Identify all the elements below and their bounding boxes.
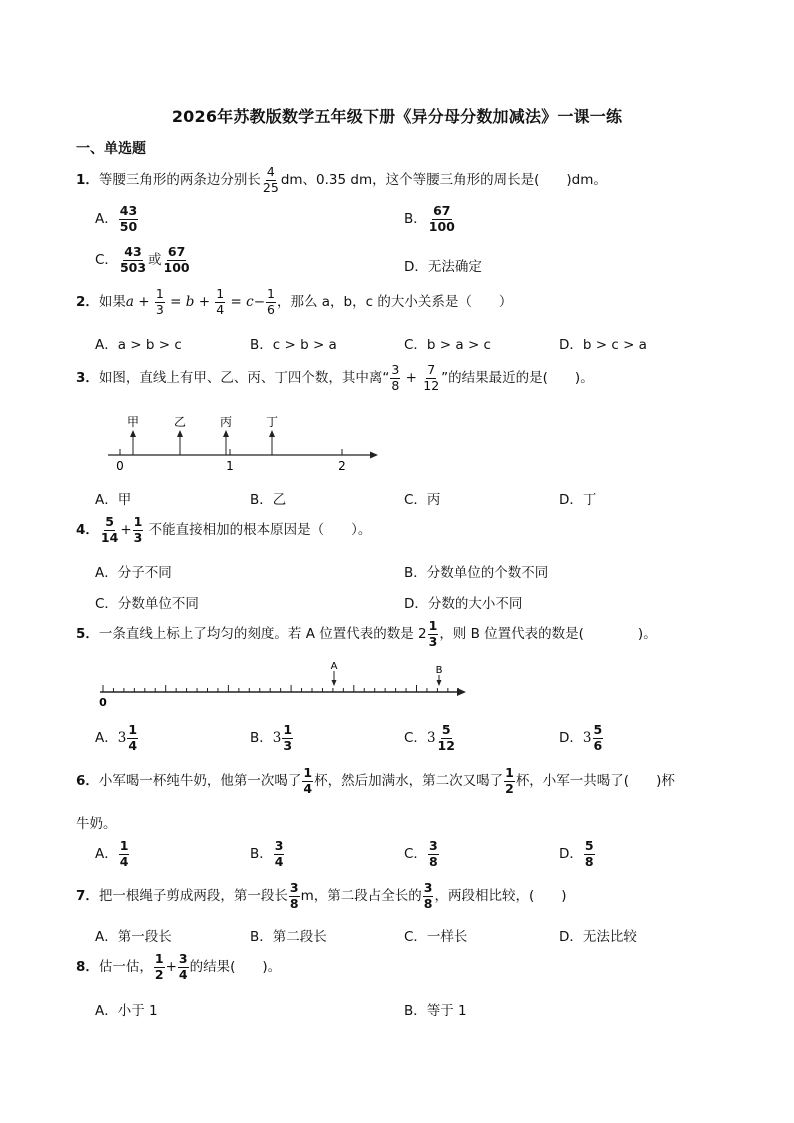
fraction: $\frac{5}{12}$ <box>437 722 455 753</box>
option-b[interactable]: B．等于 1 <box>404 1003 467 1019</box>
option-b[interactable]: B．3 $\frac{1}{3}$ <box>250 722 293 753</box>
question-3: 3．如图，直线上有甲、乙、丙、丁四个数，其中离“ $\frac{3}{8}$ + $\frac{7}{12}$ ”的结果最近的是( )。 <box>76 362 594 393</box>
option-c[interactable]: C． $\frac{43}{503}$ 或 $\frac{67}{100}$ <box>95 244 190 275</box>
fraction: $\frac{3}{8}$ <box>423 880 433 911</box>
tick-label-2: 2 <box>338 459 346 473</box>
fraction: $\frac{1}{3}$ <box>283 722 293 753</box>
option-d[interactable]: D．3 $\frac{5}{6}$ <box>559 722 603 753</box>
fraction: $\frac{1}{2}$ <box>505 765 514 796</box>
option-c[interactable]: C． $\frac{3}{8}$ <box>404 838 438 869</box>
option-b[interactable]: B． $\frac{67}{100}$ <box>404 203 455 234</box>
fraction: $\frac{67}{100}$ <box>428 203 455 234</box>
option-a[interactable]: A．第一段长 <box>95 929 172 945</box>
svg-text:丁: 丁 <box>265 415 279 429</box>
question-text: dm、0.35 dm，这个等腰三角形的周长是( )dm。 <box>280 172 607 188</box>
option-b[interactable]: B． $\frac{3}{4}$ <box>250 838 284 869</box>
option-c[interactable]: C．3 $\frac{5}{12}$ <box>404 722 455 753</box>
question-4: 4． $\frac{5}{14}$ + $\frac{1}{3}$ 不能直接相加的根本原因是（ ）。 <box>76 514 372 545</box>
tick-label-1: 1 <box>226 459 234 473</box>
question-6: 6．小军喝一杯纯牛奶，他第一次喝了 $\frac{1}{4}$ 杯，然后加满水，第二次又喝了 $\frac{1}{2}$ 杯，小军一共喝了( )杯 <box>76 765 675 796</box>
question-number: 8． <box>76 959 99 975</box>
zero-label: 0 <box>99 696 107 709</box>
fraction: $\frac{3}{8}$ <box>391 362 400 393</box>
question-number: 2． <box>76 294 99 310</box>
marker-yi <box>174 415 186 455</box>
fraction: $\frac{1}{6}$ <box>267 286 275 317</box>
question-text: 等腰三角形的两条边分别长 <box>98 172 261 188</box>
fraction: $\frac{1}{3}$ <box>133 514 143 545</box>
option-a[interactable]: A．3 $\frac{1}{4}$ <box>95 722 138 753</box>
tick-marks <box>103 685 458 692</box>
fraction: $\frac{5}{6}$ <box>593 722 603 753</box>
question-1 <box>76 166 607 194</box>
question-number: 3． <box>76 370 99 386</box>
option-b[interactable]: B．c > b > a <box>250 337 337 353</box>
question-number: 6． <box>76 773 99 789</box>
option-d[interactable]: D．b > c > a <box>559 337 647 353</box>
option-b[interactable]: B．分数单位的个数不同 <box>404 565 549 581</box>
fraction: $\frac{5}{14}$ <box>100 514 119 545</box>
option-a[interactable]: A．a > b > c <box>95 337 182 353</box>
question-6-continued: 牛奶。 <box>76 816 117 832</box>
option-d[interactable]: D．分数的大小不同 <box>404 596 523 612</box>
option-d[interactable]: D．丁 <box>559 492 597 508</box>
option-d[interactable]: D．无法比较 <box>559 929 637 945</box>
option-c[interactable]: C．b > a > c <box>404 337 491 353</box>
marker-ding <box>266 415 278 455</box>
fraction: $\frac{3}{4}$ <box>178 951 188 982</box>
fraction: $\frac{1}{2}$ <box>154 951 164 982</box>
fraction: $\frac{1}{4}$ <box>128 722 138 753</box>
marker-a <box>331 661 338 686</box>
svg-text:丙: 丙 <box>219 415 233 429</box>
svg-text:乙: 乙 <box>173 415 187 429</box>
option-a[interactable]: A．甲 <box>95 492 132 508</box>
question-number: 1． <box>76 172 99 188</box>
fraction: $\frac{5}{8}$ <box>584 838 594 869</box>
option-b[interactable]: B．第二段长 <box>250 929 327 945</box>
fraction: $\frac{43}{50}$ <box>119 203 138 234</box>
number-line-diagram-1 <box>100 410 390 475</box>
fraction: $\frac{1}{3}$ <box>155 286 164 317</box>
number-line-diagram-2 <box>96 656 476 712</box>
fraction: $\frac{43}{503}$ <box>119 244 147 275</box>
option-a[interactable]: A．小于 1 <box>95 1003 158 1019</box>
svg-text:B: B <box>435 665 443 676</box>
question-5: 5．一条直线上标上了均匀的刻度。若 A 位置代表的数是 2 $\frac{1}{3}$ ，则 B 位置代表的数是( )。 <box>76 618 657 649</box>
fraction: $\frac{3}{8}$ <box>428 838 438 869</box>
marker-jia <box>127 415 139 455</box>
option-d[interactable]: D．无法确定 <box>404 259 482 275</box>
option-a[interactable]: A． $\frac{1}{4}$ <box>95 838 129 869</box>
page-title: 2026年苏教版数学五年级下册《异分母分数加减法》一课一练 <box>171 107 623 126</box>
option-c[interactable]: C．分数单位不同 <box>95 596 199 612</box>
marker-b <box>436 665 443 686</box>
option-b[interactable]: B．乙 <box>250 492 287 508</box>
fraction: $\frac{1}{4}$ <box>216 286 225 317</box>
question-7: 7．把一根绳子剪成两段，第一段长 $\frac{3}{8}$ m，第二段占全长的 $\frac{3}{8}$ ，两段相比较，( ) <box>76 880 567 911</box>
question-number: 5． <box>76 626 99 642</box>
question-number: 7． <box>76 888 99 904</box>
arrow-head-icon <box>370 452 378 459</box>
fraction: $\frac{3}{4}$ <box>274 838 284 869</box>
option-d[interactable]: D． $\frac{5}{8}$ <box>559 838 594 869</box>
fraction: $\frac{4}{25}$ <box>262 164 279 195</box>
section-heading: 一、单选题 <box>76 141 146 157</box>
option-c[interactable]: C．一样长 <box>404 929 468 945</box>
fraction: $\frac{1}{4}$ <box>119 838 129 869</box>
option-a[interactable]: A． $\frac{43}{50}$ <box>95 203 138 234</box>
svg-text:A: A <box>330 661 338 672</box>
question-8: 8．估一估， $\frac{1}{2}$ + $\frac{3}{4}$ 的结果( )。 <box>76 951 282 982</box>
fraction: $\frac{1}{3}$ <box>428 618 438 649</box>
question-2: 2．如果a + $\frac{1}{3}$ = b + $\frac{1}{4}$ = c− $\frac{1}{6}$ ，那么 a，b，c 的大小关系是（ ） <box>76 286 513 317</box>
question-number: 4． <box>76 522 99 538</box>
fraction: $\frac{7}{12}$ <box>423 362 440 393</box>
fraction: $\frac{1}{4}$ <box>303 765 313 796</box>
option-a[interactable]: A．分子不同 <box>95 565 172 581</box>
svg-text:甲: 甲 <box>126 415 140 429</box>
option-c[interactable]: C．丙 <box>404 492 441 508</box>
fraction: $\frac{67}{100}$ <box>163 244 190 275</box>
tick-label-0: 0 <box>116 459 124 473</box>
fraction: $\frac{3}{8}$ <box>289 880 299 911</box>
